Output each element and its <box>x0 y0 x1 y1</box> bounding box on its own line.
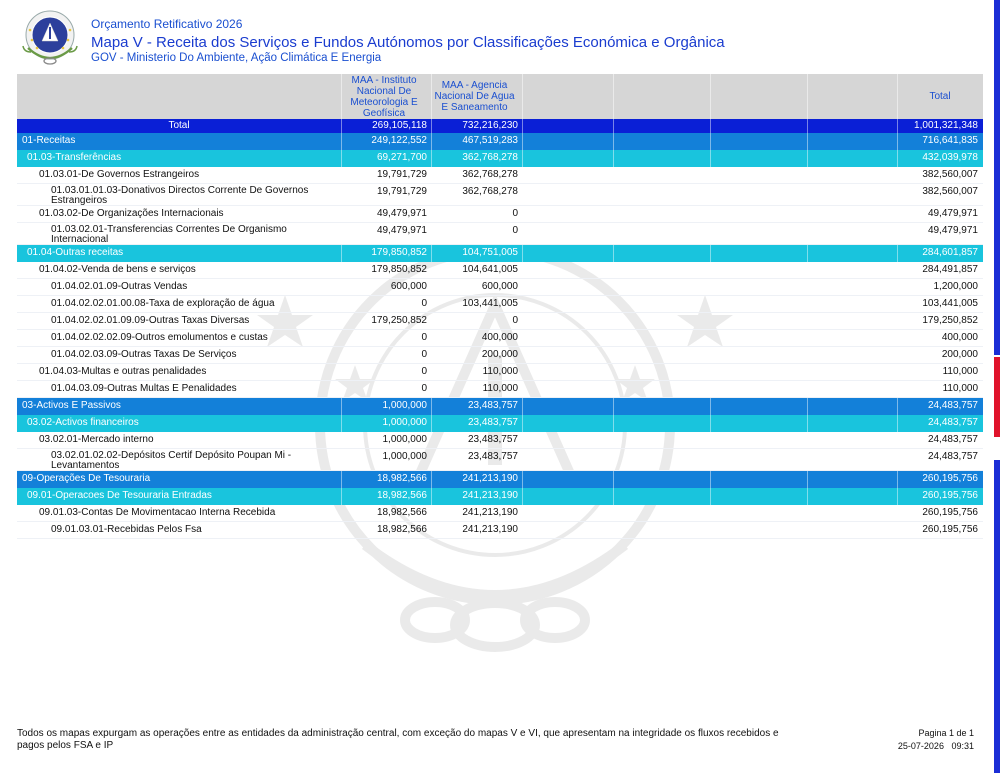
table-row <box>17 296 983 313</box>
cell-anas: 241,213,190 <box>462 490 518 501</box>
table-row <box>17 206 983 223</box>
cell-total: 103,441,005 <box>922 298 978 309</box>
row-label: 09-Operações De Tesouraria <box>22 473 151 484</box>
cell-total: 24,483,757 <box>927 434 978 445</box>
cell-inmg: 0 <box>421 349 427 360</box>
cell-inmg: 179,850,852 <box>371 264 427 275</box>
cell-anas: 362,768,278 <box>462 152 518 163</box>
cell-anas: 200,000 <box>481 349 518 360</box>
cell-total: 24,483,757 <box>927 451 978 462</box>
cell-inmg: 600,000 <box>390 281 427 292</box>
page-number: Pagina 1 de 1 <box>918 728 974 738</box>
row-label: 09.01-Operacoes De Tesouraria Entradas <box>27 490 212 501</box>
cell-inmg: 49,479,971 <box>376 208 427 219</box>
cell-anas: 600,000 <box>481 281 518 292</box>
cell-inmg: 18,982,566 <box>376 473 427 484</box>
cell-anas: 110,000 <box>482 383 518 394</box>
cell-inmg: 69,271,700 <box>376 152 427 163</box>
table-row <box>17 167 983 184</box>
cell-inmg: 249,122,552 <box>371 135 427 146</box>
cell-inmg: 179,250,852 <box>371 315 427 326</box>
cell-inmg: 1,000,000 <box>382 434 427 445</box>
cell-anas: 732,216,230 <box>462 120 518 131</box>
row-label: 03.02-Activos financeiros <box>27 417 139 428</box>
row-label: 01.04-Outras receitas <box>27 247 124 258</box>
table-row <box>17 364 983 381</box>
cell-anas: 23,483,757 <box>467 400 518 411</box>
col-header-anas: MAA - Agencia Nacional De Agua E Saneamento <box>434 80 515 113</box>
cell-anas: 400,000 <box>481 332 518 343</box>
cell-anas: 362,768,278 <box>462 169 518 180</box>
cell-total: 716,641,835 <box>922 135 978 146</box>
cell-inmg: 269,105,118 <box>372 120 427 131</box>
print-date: 25-07-2026 09:31 <box>897 741 974 751</box>
row-label: 01.03.01-De Governos Estrangeiros <box>39 169 200 180</box>
cell-total: 1,001,321,348 <box>914 120 978 131</box>
cell-total: 382,560,007 <box>922 169 978 180</box>
table-row <box>17 505 983 522</box>
row-label: 01.03.01.01.03-Donativos Directos Corrente De Governos Estrangeiros <box>51 185 309 206</box>
cell-inmg: 0 <box>421 332 427 343</box>
footer-note: Todos os mapas expurgam as operações entre as entidades da administração central, com exceção do mapas V e VI, que apresentam na integridade os fluxos recebidos e pagos pelos FSA e IP <box>17 728 779 751</box>
row-label: 09.01.03.01-Recebidas Pelos Fsa <box>51 524 202 535</box>
cell-total: 49,479,971 <box>927 225 978 236</box>
report-subtitle: Orçamento Retificativo 2026 <box>91 17 243 31</box>
cell-total: 400,000 <box>941 332 978 343</box>
table-row <box>17 398 983 415</box>
cell-total: 260,195,756 <box>922 507 978 518</box>
table-row <box>17 313 983 330</box>
cell-total: 24,483,757 <box>927 400 978 411</box>
cell-anas: 104,641,005 <box>462 264 518 275</box>
cell-anas: 241,213,190 <box>462 473 518 484</box>
cell-inmg: 1,000,000 <box>382 451 427 462</box>
cell-inmg: 19,791,729 <box>376 186 427 197</box>
col-header-inmg: MAA - Instituto Nacional De Meteorologia E Geofísica <box>350 74 418 119</box>
row-label: 01.04.02.03.09-Outras Taxas De Serviços <box>51 349 237 360</box>
cell-total: 24,483,757 <box>927 417 978 428</box>
cell-inmg: 1,000,000 <box>382 417 427 428</box>
side-stripe-red <box>994 357 1000 437</box>
cell-total: 260,195,756 <box>922 473 978 484</box>
table-row <box>17 415 983 432</box>
table-row <box>17 262 983 279</box>
table-row <box>17 133 983 150</box>
revenue-table <box>17 74 983 539</box>
cell-inmg: 0 <box>421 383 427 394</box>
row-label: 01-Receitas <box>22 135 76 146</box>
cabo-verde-coat-of-arms-icon <box>18 8 82 66</box>
cell-inmg: 1,000,000 <box>382 400 427 411</box>
cell-inmg: 19,791,729 <box>376 169 427 180</box>
cell-inmg: 49,479,971 <box>376 225 427 236</box>
cell-anas: 103,441,005 <box>462 298 518 309</box>
row-label: 01.04.03-Multas e outras penalidades <box>39 366 207 377</box>
cell-anas: 467,519,283 <box>462 135 518 146</box>
row-label: 01.04.02.02.01.00.08-Taxa de exploração de água <box>51 298 275 309</box>
cell-anas: 241,213,190 <box>462 524 518 535</box>
cell-anas: 110,000 <box>482 366 518 377</box>
table-header <box>17 74 983 119</box>
cell-anas: 23,483,757 <box>467 434 518 445</box>
cell-anas: 23,483,757 <box>467 451 518 462</box>
report-organization: GOV - Ministerio Do Ambiente, Ação Climática E Energia <box>91 52 382 64</box>
cell-total: 284,601,857 <box>922 247 978 258</box>
side-stripe-blue-bottom <box>994 460 1000 773</box>
cell-anas: 0 <box>512 225 518 236</box>
table-row <box>17 150 983 167</box>
row-label: 03.02.01-Mercado interno <box>39 434 154 445</box>
table-row <box>17 471 983 488</box>
cell-total: 260,195,756 <box>922 490 978 501</box>
cell-inmg: 0 <box>421 298 427 309</box>
cell-inmg: 18,982,566 <box>376 490 427 501</box>
table-row <box>17 381 983 398</box>
table-row <box>17 522 983 539</box>
cell-total: 200,000 <box>941 349 978 360</box>
table-row <box>17 488 983 505</box>
row-label: 03-Activos E Passivos <box>22 400 121 411</box>
cell-inmg: 18,982,566 <box>376 524 427 535</box>
row-label: 01.04.02-Venda de bens e serviços <box>39 264 196 275</box>
cell-inmg: 0 <box>421 366 427 377</box>
cell-total: 179,250,852 <box>922 315 978 326</box>
table-row <box>17 245 983 262</box>
cell-total: 432,039,978 <box>922 152 978 163</box>
table-body <box>17 119 983 539</box>
col-header-total: Total <box>929 91 951 102</box>
row-label: 01.04.02.02.02.09-Outros emolumentos e custas <box>51 332 268 343</box>
cell-anas: 104,751,005 <box>462 247 518 258</box>
cell-anas: 362,768,278 <box>462 186 518 197</box>
cell-anas: 241,213,190 <box>462 507 518 518</box>
side-stripe-blue-top <box>994 0 1000 355</box>
row-label: 03.02.01.02.02-Depósitos Certif Depósito Poupan Mi - Levantamentos <box>51 450 292 471</box>
table-row <box>17 184 983 206</box>
cell-anas: 23,483,757 <box>467 417 518 428</box>
cell-total: 1,200,000 <box>933 281 978 292</box>
row-label: Total <box>168 120 190 131</box>
report-title: Mapa V - Receita dos Serviços e Fundos Autónomos por Classificações Económica e Orgânica <box>91 34 725 51</box>
row-label: 01.03-Transferências <box>27 152 122 163</box>
cell-total: 382,560,007 <box>922 186 978 197</box>
table-row <box>17 432 983 449</box>
cell-inmg: 18,982,566 <box>376 507 427 518</box>
cell-anas: 0 <box>512 208 518 219</box>
row-label: 01.03.02.01-Transferencias Correntes De Organismo Internacional <box>51 224 287 245</box>
row-label: 01.04.02.01.09-Outras Vendas <box>51 281 188 292</box>
table-row <box>17 119 983 133</box>
row-label: 01.04.03.09-Outras Multas E Penalidades <box>51 383 237 394</box>
cell-inmg: 179,850,852 <box>371 247 427 258</box>
cell-total: 260,195,756 <box>922 524 978 535</box>
table-row <box>17 330 983 347</box>
table-row <box>17 449 983 471</box>
row-label: 09.01.03-Contas De Movimentacao Interna Recebida <box>39 507 276 518</box>
cell-total: 110,000 <box>942 366 978 377</box>
cell-total: 284,491,857 <box>922 264 978 275</box>
table-row <box>17 223 983 245</box>
table-row <box>17 347 983 364</box>
table-row <box>17 279 983 296</box>
row-label: 01.03.02-De Organizações Internacionais <box>39 208 224 219</box>
cell-anas: 0 <box>512 315 518 326</box>
cell-total: 49,479,971 <box>927 208 978 219</box>
cell-total: 110,000 <box>942 383 978 394</box>
row-label: 01.04.02.02.01.09.09-Outras Taxas Diversas <box>51 315 250 326</box>
